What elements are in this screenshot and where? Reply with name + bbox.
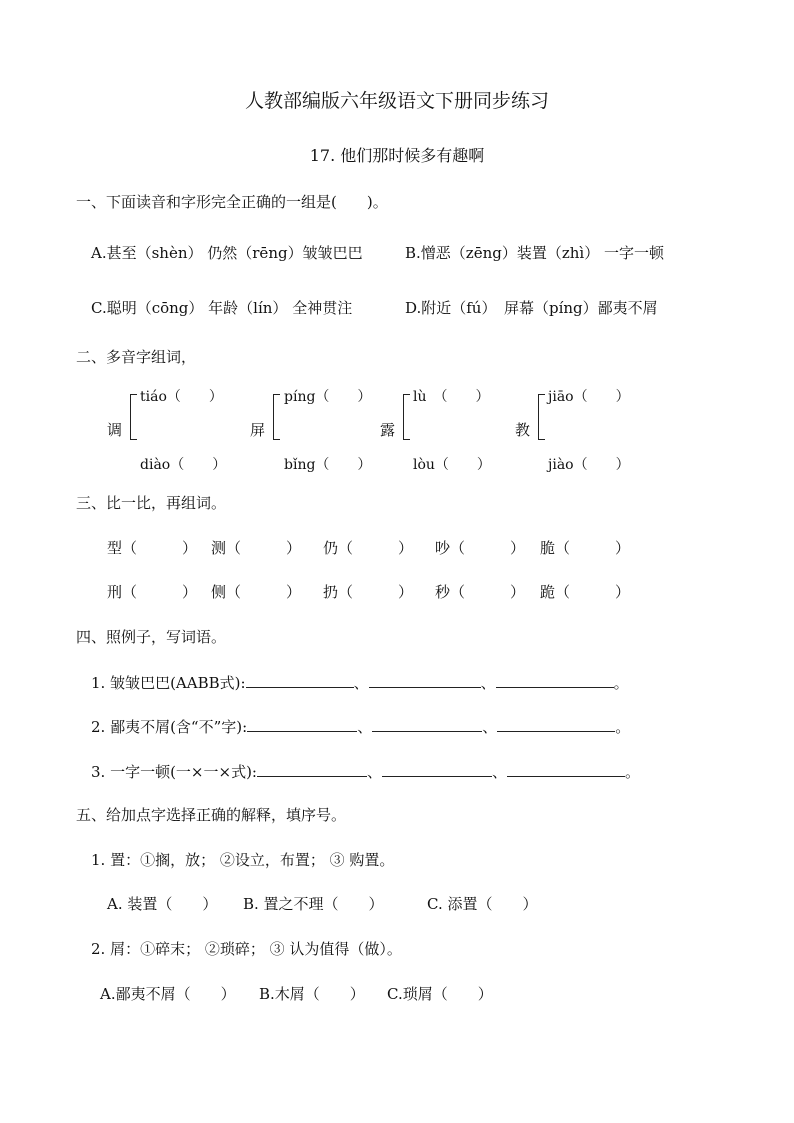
q4-item-1 bbox=[91, 672, 629, 693]
answer-blank[interactable] bbox=[507, 762, 625, 777]
answer-blank[interactable] bbox=[257, 762, 367, 777]
page-title: 人教部编版六年级语文下册同步练习 bbox=[244, 90, 549, 112]
lesson-title: 17. 他们那时候多有趣啊 bbox=[309, 146, 485, 165]
period: 。 bbox=[613, 674, 629, 692]
q4-item-2 bbox=[91, 716, 630, 737]
compare-word: 刑（ ） bbox=[107, 583, 198, 601]
compare-word: 秒（ ） bbox=[435, 583, 526, 601]
q1-option-a: A.甚至（shèn） 仍然（rēng）皱皱巴巴 bbox=[91, 244, 363, 262]
q2-heading: 二、多音字组词， bbox=[76, 348, 197, 366]
answer-blank[interactable] bbox=[497, 717, 615, 732]
pinyin-top: tiáo（ ） bbox=[140, 389, 223, 405]
polyphone-char: 教 bbox=[515, 421, 531, 439]
answer-blank[interactable] bbox=[369, 673, 481, 688]
q5-item-2: 2. 屑：①碎末； ②琐碎； ③ 认为值得（做）。 bbox=[91, 940, 402, 958]
q5-heading: 五、给加点字选择正确的解释，填序号。 bbox=[76, 806, 347, 824]
separator: 、 bbox=[366, 763, 382, 781]
compare-word: 吵（ ） bbox=[435, 539, 526, 557]
q5-item-2-option: B.木屑（ ） bbox=[259, 985, 365, 1003]
separator: 、 bbox=[357, 718, 373, 736]
polyphone-char: 屏 bbox=[250, 421, 266, 439]
q5-item-2-option: C.琐屑（ ） bbox=[387, 985, 493, 1003]
q1-option-b: B.憎恶（zēng）装置（zhì） 一字一顿 bbox=[405, 244, 664, 262]
compare-word: 侧（ ） bbox=[211, 583, 302, 601]
answer-blank[interactable] bbox=[247, 717, 357, 732]
separator: 、 bbox=[482, 718, 498, 736]
answer-blank[interactable] bbox=[246, 673, 354, 688]
q4-heading: 四、照例子，写词语。 bbox=[76, 628, 227, 646]
compare-word: 型（ ） bbox=[107, 539, 198, 557]
answer-blank[interactable] bbox=[372, 717, 482, 732]
compare-word: 仍（ ） bbox=[323, 539, 414, 557]
brace-icon bbox=[403, 394, 410, 440]
pinyin-bottom: jiào（ ） bbox=[548, 457, 630, 473]
q5-item-1: 1. 置：①搁，放； ②设立，布置； ③ 购置。 bbox=[91, 851, 395, 869]
pinyin-bottom: lòu（ ） bbox=[413, 457, 491, 473]
separator: 、 bbox=[480, 674, 496, 692]
q5-item-2-option: A.鄙夷不屑（ ） bbox=[100, 985, 236, 1003]
brace-icon bbox=[538, 394, 545, 440]
compare-word: 跪（ ） bbox=[540, 583, 631, 601]
period: 。 bbox=[625, 763, 641, 781]
q3-heading: 三、比一比，再组词。 bbox=[76, 494, 227, 512]
polyphone-char: 露 bbox=[380, 421, 396, 439]
period: 。 bbox=[615, 718, 631, 736]
q5-item-1-option: C. 添置（ ） bbox=[427, 895, 538, 913]
compare-word: 脆（ ） bbox=[540, 539, 631, 557]
pinyin-bottom: bǐng（ ） bbox=[284, 457, 372, 473]
q1-option-c: C.聪明（cōng） 年龄（lín） 全神贯注 bbox=[91, 299, 353, 317]
brace-icon bbox=[130, 394, 137, 440]
q4-item-label: 3. 一字一顿(一×一×式): bbox=[91, 763, 257, 781]
compare-word: 扔（ ） bbox=[323, 583, 414, 601]
answer-blank[interactable] bbox=[496, 673, 614, 688]
q5-item-1-option: B. 置之不理（ ） bbox=[243, 895, 384, 913]
q5-item-1-option: A. 装置（ ） bbox=[107, 895, 218, 913]
q1-heading: 一、下面读音和字形完全正确的一组是( )。 bbox=[76, 193, 388, 211]
brace-icon bbox=[273, 394, 280, 440]
pinyin-top: lù （ ） bbox=[413, 389, 490, 405]
q4-item-3 bbox=[91, 761, 640, 782]
separator: 、 bbox=[353, 674, 369, 692]
compare-word: 测（ ） bbox=[211, 539, 302, 557]
separator: 、 bbox=[492, 763, 508, 781]
pinyin-top: jiāo（ ） bbox=[548, 389, 630, 405]
q4-item-label: 2. 鄙夷不屑(含“不”字): bbox=[91, 718, 248, 736]
q1-option-d: D.附近（fú） 屏幕（píng）鄙夷不屑 bbox=[405, 299, 658, 317]
pinyin-bottom: diào（ ） bbox=[140, 457, 227, 473]
q4-item-label: 1. 皱皱巴巴(AABB式): bbox=[91, 674, 246, 692]
answer-blank[interactable] bbox=[382, 762, 492, 777]
pinyin-top: píng（ ） bbox=[284, 389, 372, 405]
polyphone-char: 调 bbox=[107, 421, 123, 439]
